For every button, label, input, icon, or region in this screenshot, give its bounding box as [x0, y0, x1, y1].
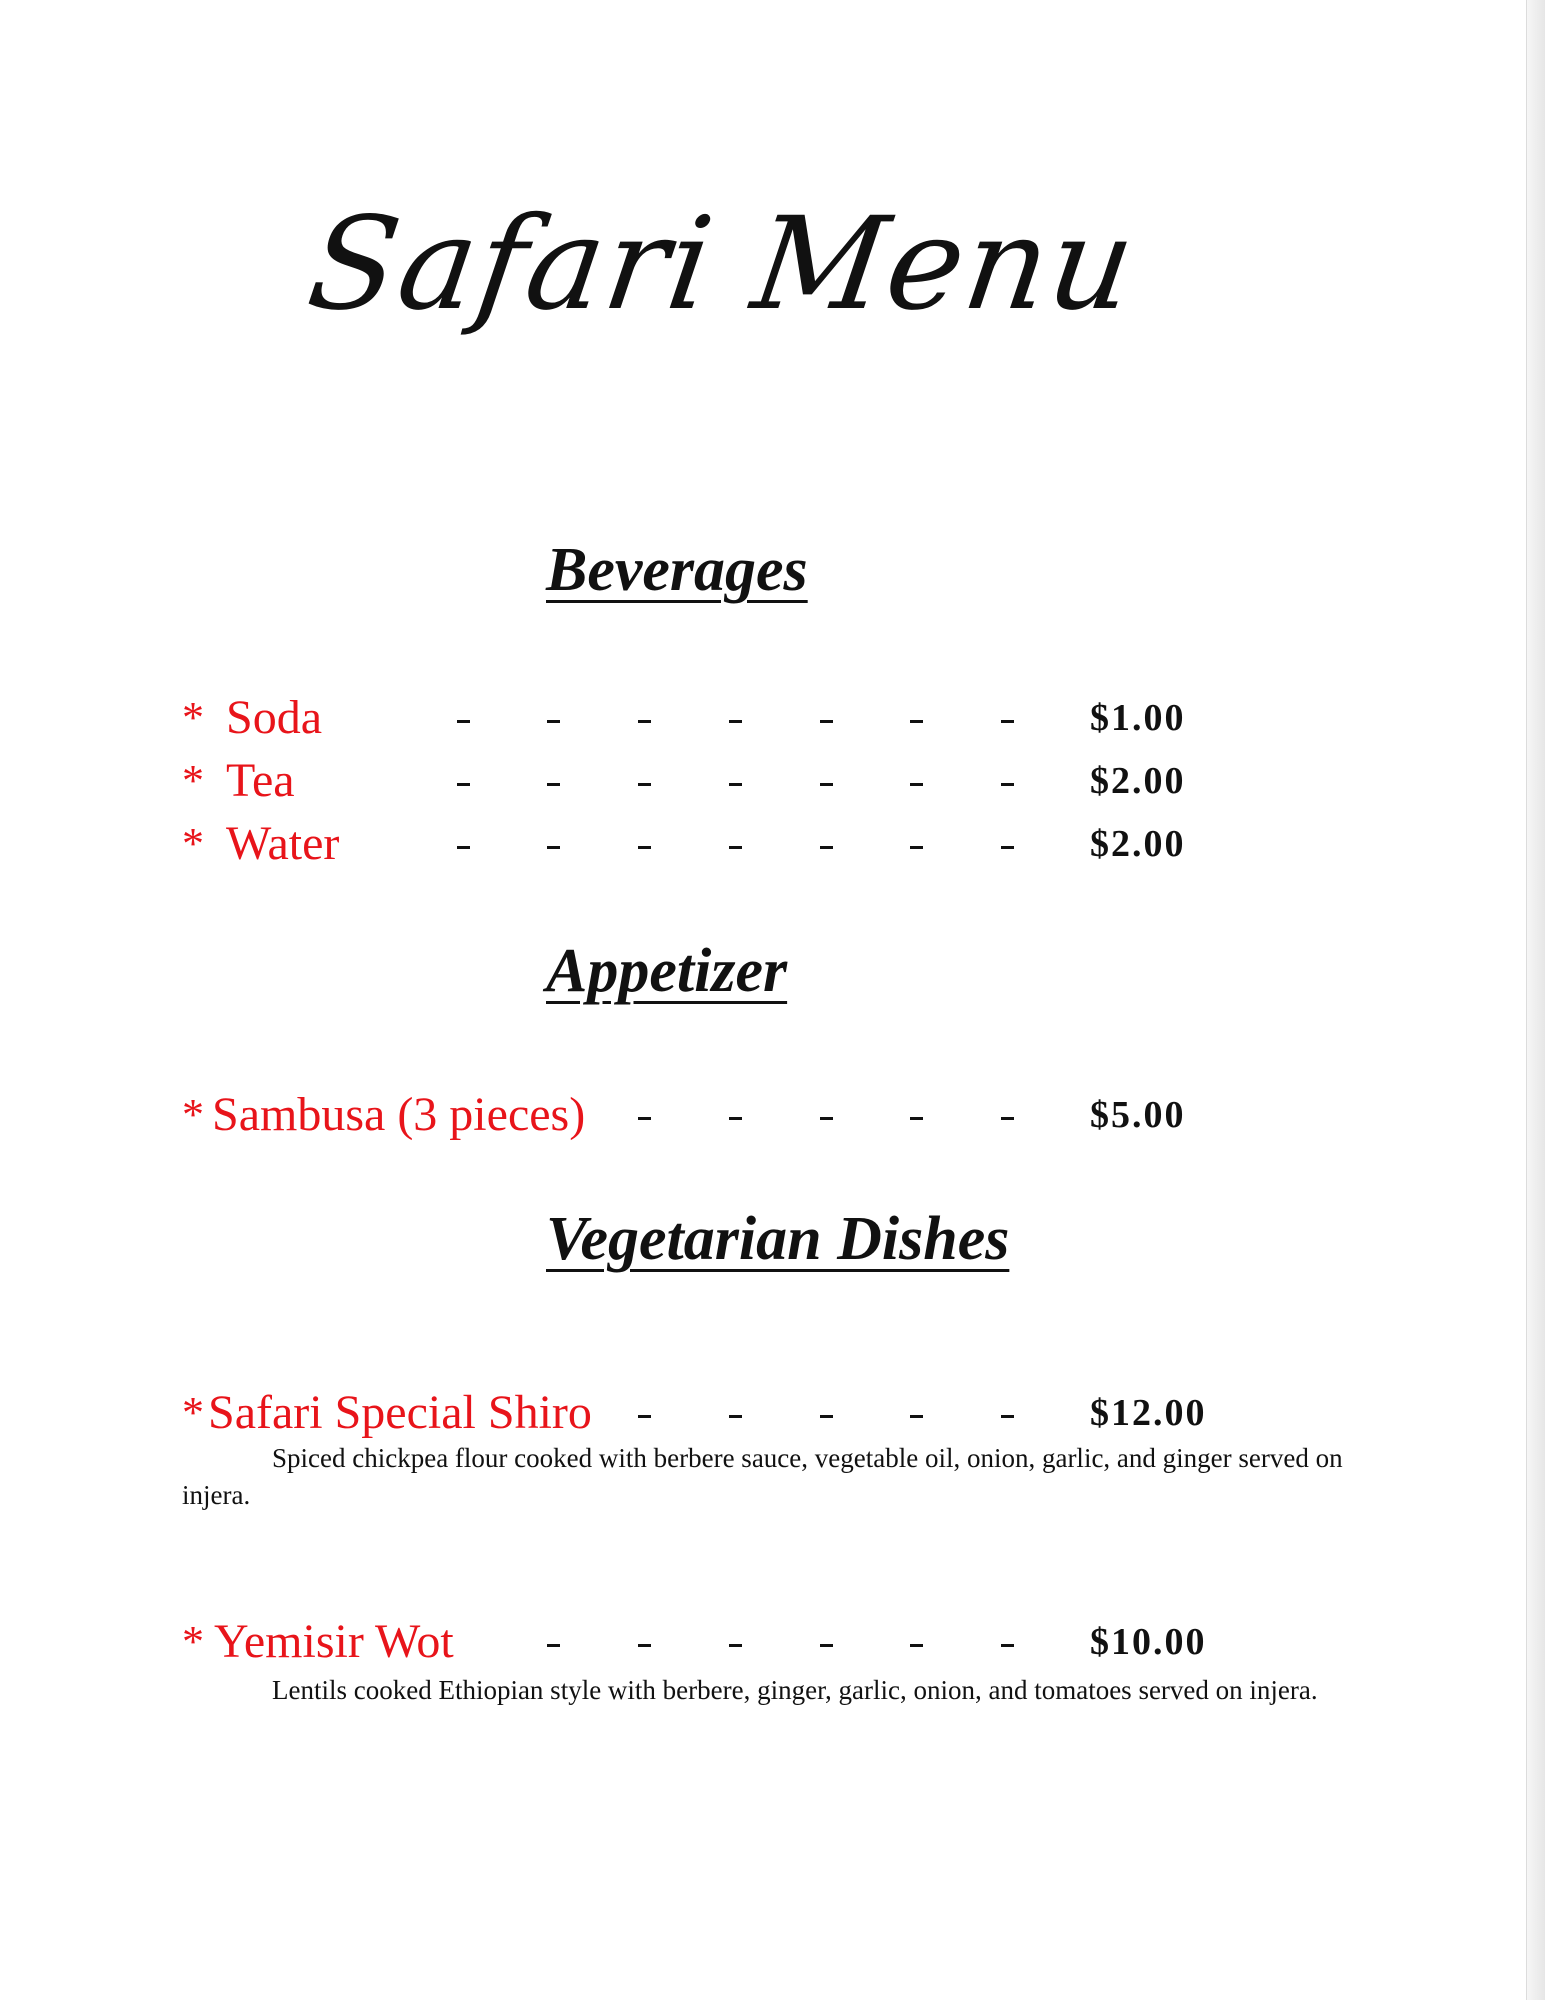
heading-beverages: Beverages	[546, 536, 808, 604]
page-edge	[1526, 0, 1545, 2000]
item-bullet: *	[182, 1388, 204, 1437]
item-description: Lentils cooked Ethiopian style with berbere, ginger, garlic, onion, and tomatoes served on injera.	[272, 1675, 1318, 1705]
item-bullet: *	[182, 1617, 204, 1666]
heading-appetizer: Appetizer	[546, 937, 788, 1005]
item-bullet: *	[182, 756, 204, 805]
item-bullet: *	[182, 693, 204, 742]
heading-vegetarian-dishes: Vegetarian Dishes	[546, 1205, 1010, 1273]
menu-item-soda	[0, 690, 1545, 746]
item-name: Tea	[226, 754, 295, 807]
item-description: Spiced chickpea flour cooked with berbere sauce, vegetable oil, onion, garlic, and ginger served on injera.	[182, 1443, 1343, 1510]
item-name: Soda	[226, 691, 322, 744]
item-name: Yemisir Wot	[214, 1615, 454, 1668]
menu-item-yemisir-wot	[0, 1614, 1545, 1670]
item-bullet: *	[182, 1090, 204, 1139]
item-price: $12.00	[1090, 1392, 1207, 1434]
menu-item-safari-special-shiro	[0, 1385, 1545, 1441]
menu-title: Safari Menu	[299, 190, 1146, 339]
menu-item-sambusa	[0, 1087, 1545, 1143]
item-name: Sambusa (3 pieces)	[212, 1088, 586, 1141]
menu-item-water	[0, 816, 1545, 872]
item-price: $2.00	[1090, 760, 1186, 802]
item-price: $1.00	[1090, 697, 1186, 739]
item-price: $10.00	[1090, 1621, 1207, 1663]
item-name: Water	[226, 817, 340, 870]
item-name: Safari Special Shiro	[208, 1386, 592, 1439]
item-price: $5.00	[1090, 1094, 1186, 1136]
item-price: $2.00	[1090, 823, 1186, 865]
item-bullet: *	[182, 819, 204, 868]
menu-item-tea	[0, 753, 1545, 809]
